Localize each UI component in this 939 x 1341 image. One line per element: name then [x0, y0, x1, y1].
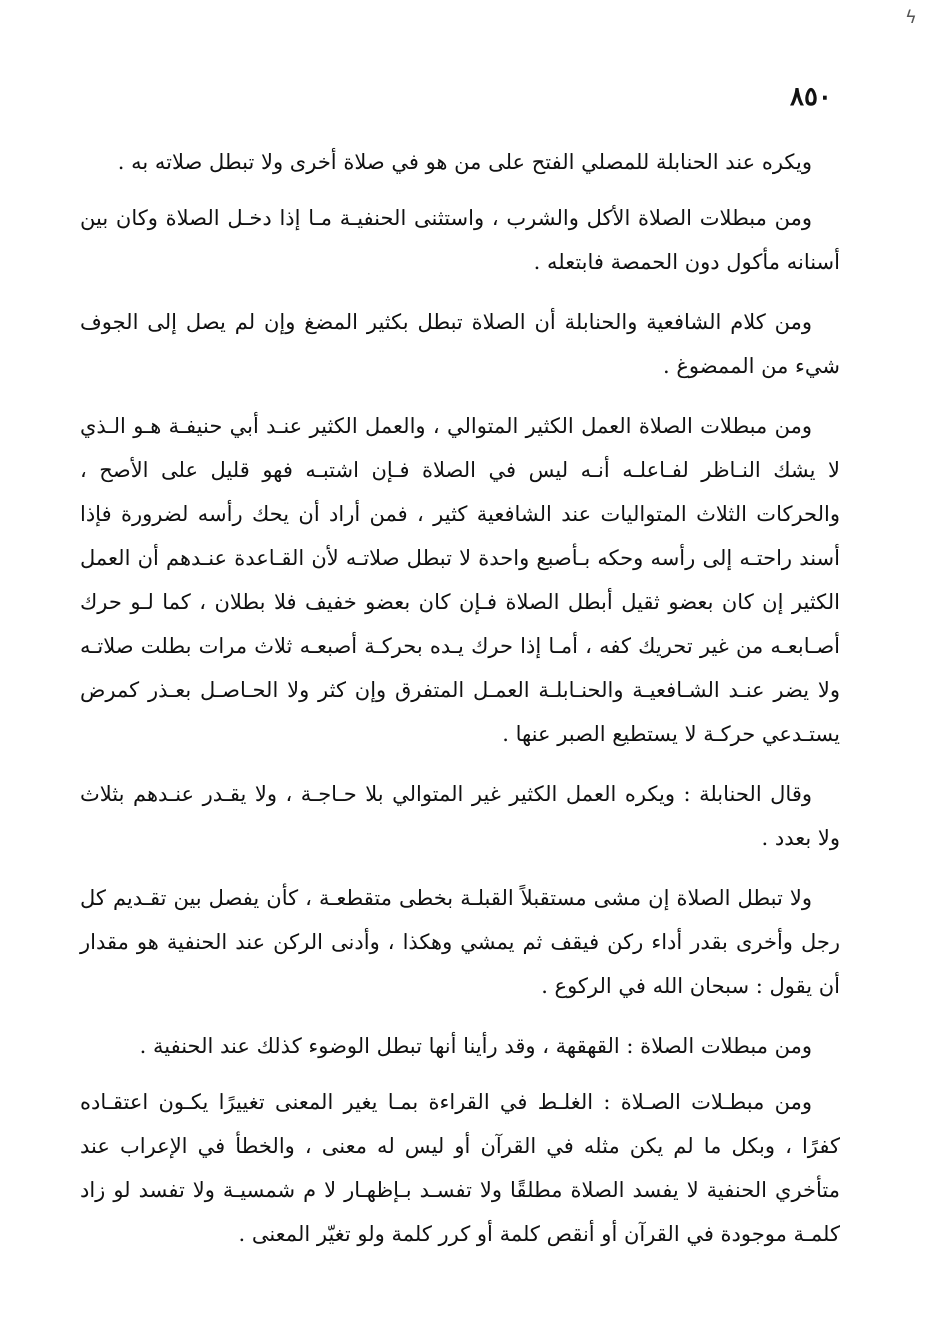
page-number: ٨٥٠ [790, 82, 832, 112]
paragraph: ومن مبطلات الصلاة : القهقهة ، وقد رأينا أنها تبطل الوضوء كذلك عند الحنفية . [139, 1034, 812, 1058]
page-body [80, 140, 840, 1272]
paragraph: ومن مبطـلات الصـلاة : الغلـط في القراءة بمـا يغير المعنى تغييرًا يكـون اعتقـاده كفرًا ، وبكل ما لم يكن مثله في القرآن أو ليس له معنى ، والخطأ في الإعراب عند متأخري الحنفية لا يفسد الصلاة مطلقًا ولا تفسـد بـإظهـار لا م شمسيـة ولا تفسد لو زاد كلمـة موجودة في القرآن أو أنقص كلمة أو كرر كلمة ولو تغيّر المعنى . [80, 1090, 840, 1246]
paragraph: وقال الحنابلة : ويكره العمل الكثير غير المتوالي بلا حـاجـة ، ولا يقـدر عنـدهم بثلاث ولا بعدد . [80, 782, 840, 850]
paragraph: ولا تبطل الصلاة إن مشى مستقبلاً القبلـة بخطى متقطعـة ، كأن يفصل بين تقـديم كل رجل وأخرى بقدر أداء ركن فيقف ثم يمشي وهكذا ، وأدنى الركن عند الحنفية هو مقدار أن يقول : سبحان الله في الركوع . [80, 886, 840, 998]
paragraph: ويكره عند الحنابلة للمصلي الفتح على من هو في صلاة أخرى ولا تبطل صلاته به . [117, 150, 812, 174]
corner-mark: ϟ [905, 7, 917, 28]
paragraph: ومن كلام الشافعية والحنابلة أن الصلاة تبطل بكثير المضغ وإن لم يصل إلى الجوف شيء من الممضوغ . [80, 310, 840, 378]
paragraph: ومن مبطلات الصلاة العمل الكثير المتوالي ، والعمل الكثير عنـد أبي حنيفـة هـو الـذي لا يشك النـاظر لفـاعلـه أنـه ليس في الصلاة فـإن اشتبـه فهو قليل على الأصح ، والحركات الثلاث المتواليات عند الشافعية كثير ، فمن أراد أن يحك رأسه لضرورة فإذا أسند راحتـه إلى رأسه وحكه بـأصبع واحدة لا تبطل صلاتـه لأن القـاعدة عنـدهم أن العمل الكثير إن كان بعضو ثقيل أبطل الصلاة فـإن كان بعضو خفيف فلا بطلان ، كما لـو حرك أصـابعـه من غير تحريك كفه ، أمـا إذا حرك يـده بحركـة أصبعـه ثلاث مرات بطلت صلاتـه ولا يضر عنـد الشـافعيـة والحنـابلـة العمـل المتفرق وإن كثر ولا الحـاصـل بعـذر كمرض يستـدعي حركـة لا يستطيع الصبر عنها . [80, 414, 840, 746]
paragraph: ومن مبطلات الصلاة الأكل والشرب ، واستثنى الحنفيـة مـا إذا دخـل الصلاة وكان بين أسنانه مأكول دون الحمصة فابتعله . [80, 206, 840, 274]
